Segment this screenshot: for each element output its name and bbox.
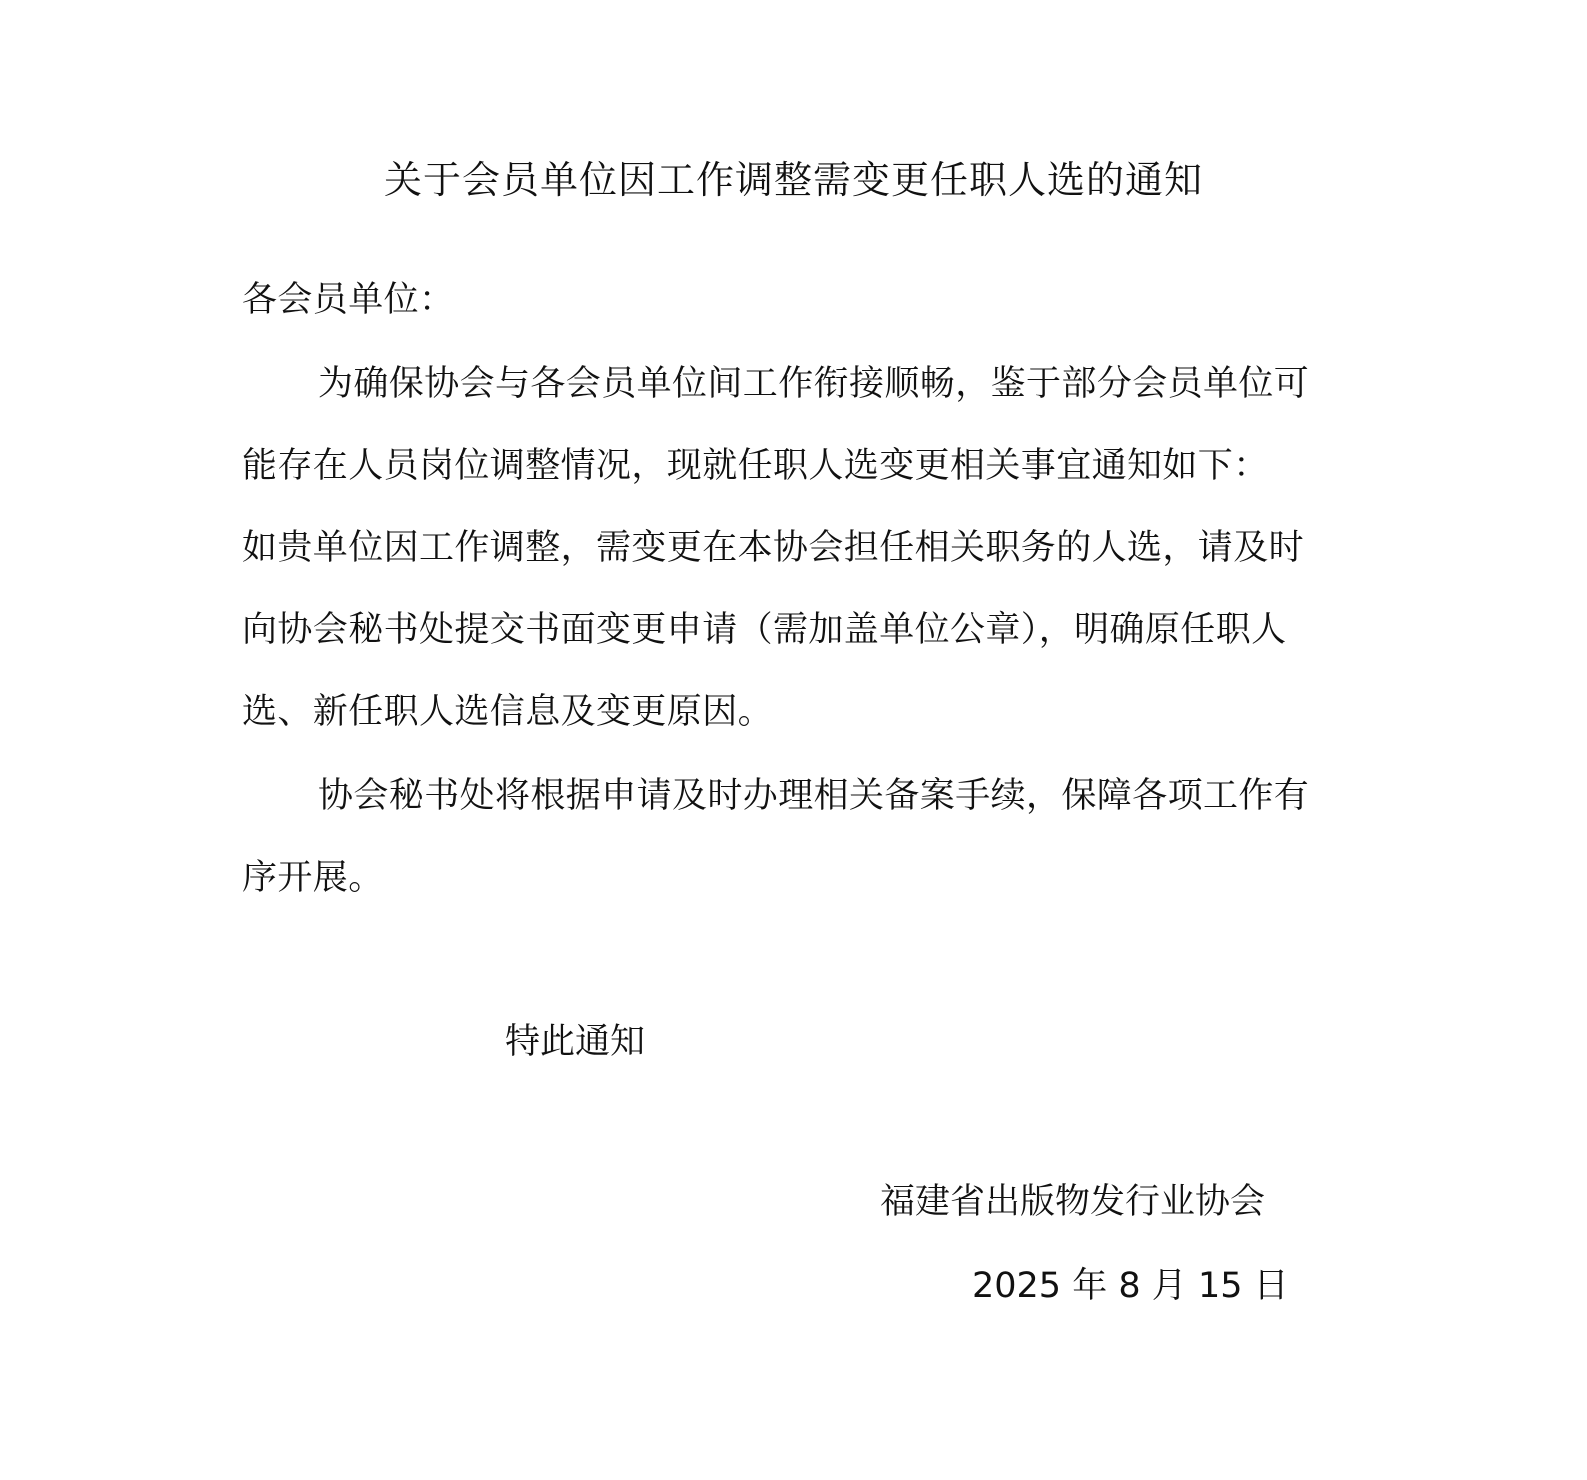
paragraph-line: 选、新任职人选信息及变更原因。 — [242, 692, 774, 732]
paragraph-line: 如贵单位因工作调整，需变更在本协会担任相关职务的人选，请及时 — [242, 528, 1305, 568]
paragraph-line: 能存在人员岗位调整情况，现就任职人选变更相关事宜通知如下： — [242, 446, 1269, 486]
date-year: 2025 — [972, 1266, 1062, 1306]
paragraph-line: 为确保协会与各会员单位间工作衔接顺畅，鉴于部分会员单位可 — [318, 364, 1310, 404]
issue-date — [972, 1256, 1289, 1316]
notice-title: 关于会员单位因工作调整需变更任职人选的通知 — [383, 158, 1203, 202]
salutation: 各会员单位： — [242, 280, 455, 320]
closing-remark: 特此通知 — [505, 1022, 646, 1062]
date-year-unit: 年 — [1072, 1266, 1108, 1306]
paragraph-line: 序开展。 — [242, 858, 384, 898]
date-month-unit: 月 — [1151, 1266, 1187, 1306]
date-day-unit: 日 — [1253, 1266, 1289, 1306]
date-day: 15 — [1197, 1266, 1243, 1306]
issuing-organization: 福建省出版物发行业协会 — [880, 1182, 1266, 1222]
paragraph-line: 协会秘书处将根据申请及时办理相关备案手续，保障各项工作有 — [318, 776, 1310, 816]
date-month: 8 — [1118, 1266, 1141, 1306]
paragraph-line: 向协会秘书处提交书面变更申请（需加盖单位公章），明确原任职人 — [242, 610, 1287, 650]
